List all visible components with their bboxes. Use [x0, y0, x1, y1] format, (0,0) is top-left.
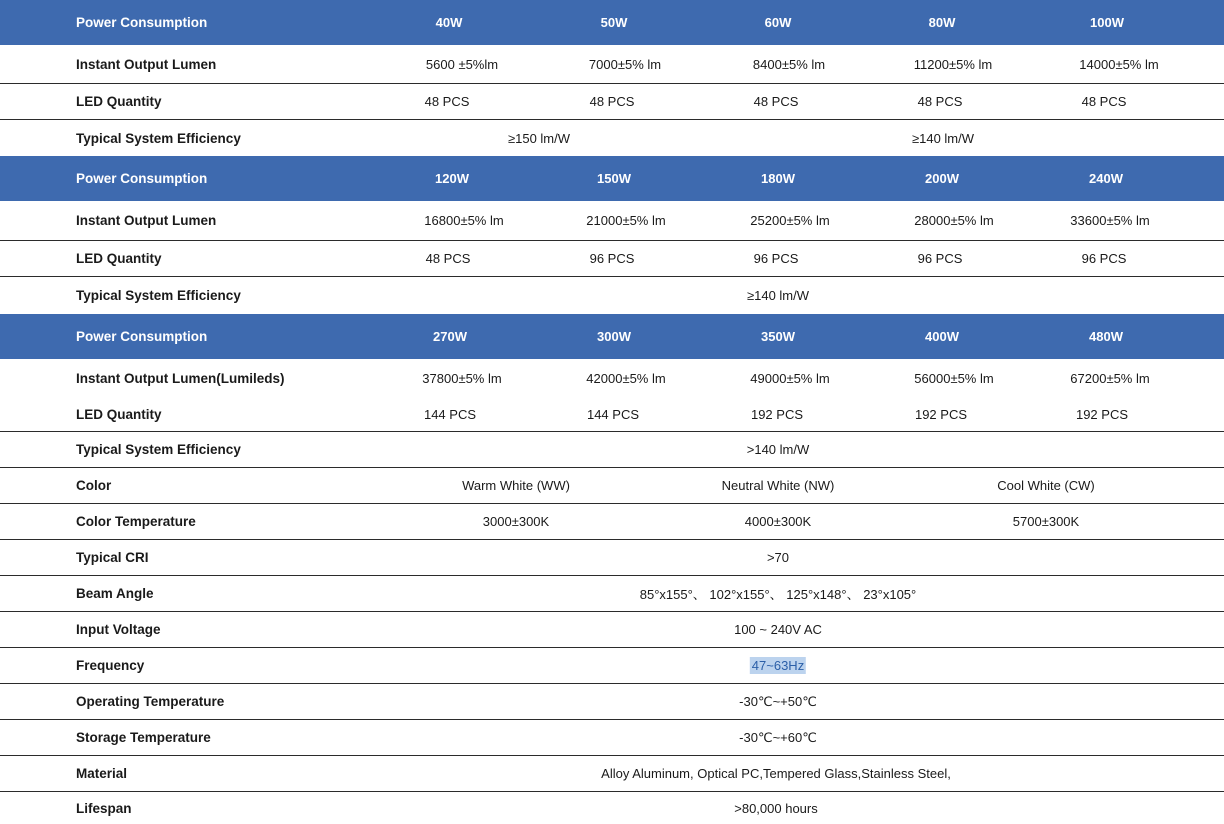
efficiency-row-3 — [0, 432, 1224, 468]
power-value: 40W — [435, 15, 463, 30]
led-value: 48 PCS — [753, 94, 799, 109]
color-value: Neutral White (NW) — [721, 478, 835, 493]
power-value: 350W — [761, 329, 795, 344]
lumen-value: 49000±5% lm — [750, 370, 830, 386]
lumen-value: 37800±5% lm — [422, 370, 502, 386]
row-label: Color — [76, 478, 112, 493]
row-label: Typical CRI — [76, 550, 149, 565]
led-value: 48 PCS — [1081, 94, 1127, 109]
led-row-1 — [0, 84, 1224, 120]
lumen-value: 25200±5% lm — [750, 213, 830, 228]
led-value: 48 PCS — [424, 94, 470, 109]
color-temperature-value: 3000±300K — [482, 514, 550, 529]
power-value: 180W — [761, 171, 795, 186]
header-row-3 — [0, 314, 1224, 359]
storage-temperature-row — [0, 720, 1224, 756]
row-label: Typical System Efficiency — [76, 442, 241, 457]
row-label: LED Quantity — [76, 251, 162, 266]
input-voltage-value: 100 ~ 240V AC — [734, 622, 822, 637]
cri-row — [0, 540, 1224, 576]
frequency-value — [750, 648, 806, 683]
lumen-row-1 — [0, 45, 1224, 84]
color-value: Warm White (WW) — [462, 478, 570, 493]
power-value: 270W — [433, 329, 467, 344]
power-value: 120W — [435, 171, 469, 186]
row-label: Power Consumption — [76, 171, 208, 186]
color-temperature-value: 4000±300K — [744, 514, 812, 529]
row-label: LED Quantity — [76, 406, 162, 422]
led-value: 48 PCS — [917, 94, 963, 109]
beam-angle-row — [0, 576, 1224, 612]
selected-text-highlight[interactable]: 47~63Hz — [751, 658, 805, 673]
efficiency-value: ≥140 lm/W — [746, 288, 810, 303]
led-value: 192 PCS — [1075, 406, 1129, 422]
led-value: 48 PCS — [589, 94, 635, 109]
row-label: Beam Angle — [76, 586, 154, 601]
power-value: 480W — [1089, 329, 1123, 344]
row-label: Storage Temperature — [76, 730, 211, 745]
row-label: Material — [76, 766, 128, 781]
led-value: 96 PCS — [1081, 251, 1127, 266]
header-row-2 — [0, 156, 1224, 201]
color-temperature-value: 5700±300K — [1012, 514, 1080, 529]
lumen-value: 28000±5% lm — [914, 213, 994, 228]
led-value: 192 PCS — [750, 406, 804, 422]
lumen-row-2 — [0, 201, 1224, 241]
material-value: Alloy Aluminum, Optical PC,Tempered Glass,Stainless Steel, — [601, 766, 951, 781]
efficiency-row-1 — [0, 120, 1224, 156]
row-label: Input Voltage — [76, 622, 161, 637]
led-value: 96 PCS — [589, 251, 635, 266]
efficiency-row-2 — [0, 277, 1224, 314]
color-row — [0, 468, 1224, 504]
row-label: Lifespan — [76, 800, 132, 816]
efficiency-value: ≥140 lm/W — [911, 130, 975, 146]
power-value: 240W — [1089, 171, 1123, 186]
efficiency-value: ≥150 lm/W — [507, 130, 571, 146]
material-row — [0, 756, 1224, 792]
color-value: Cool White (CW) — [997, 478, 1095, 493]
led-row-3 — [0, 397, 1224, 432]
lumen-value: 14000±5% lm — [1079, 56, 1159, 72]
led-row-2 — [0, 241, 1224, 277]
power-value: 60W — [764, 15, 792, 30]
row-label: Typical System Efficiency — [76, 288, 241, 303]
row-label: Operating Temperature — [76, 694, 225, 709]
lumen-value: 21000±5% lm — [586, 213, 666, 228]
lumen-value: 16800±5% lm — [424, 213, 504, 228]
power-value: 300W — [597, 329, 631, 344]
frequency-row — [0, 648, 1224, 684]
power-value: 80W — [928, 15, 956, 30]
lumen-value: 7000±5% lm — [588, 56, 662, 72]
cri-value: >70 — [766, 550, 790, 565]
storage-temperature-value: -30℃~+60℃ — [739, 729, 817, 745]
row-label: Power Consumption — [76, 15, 208, 30]
lumen-value: 11200±5% lm — [913, 56, 993, 72]
lifespan-row — [0, 792, 1224, 824]
beam-angle-value: 85°x155°、 102°x155°、 125°x148°、 23°x105° — [639, 587, 917, 602]
power-value: 150W — [597, 171, 631, 186]
lumen-value: 8400±5% lm — [752, 56, 826, 72]
power-value: 200W — [925, 171, 959, 186]
led-value: 96 PCS — [753, 251, 799, 266]
row-label: Instant Output Lumen — [76, 56, 217, 72]
power-value: 50W — [600, 15, 628, 30]
row-label: LED Quantity — [76, 94, 162, 109]
lumen-value: 5600 ±5%lm — [425, 56, 499, 72]
operating-temperature-value: -30℃~+50℃ — [739, 693, 817, 709]
lumen-value: 67200±5% lm — [1070, 370, 1150, 386]
lumen-value: 42000±5% lm — [586, 370, 666, 386]
power-value: 100W — [1090, 15, 1124, 30]
row-label: Power Consumption — [76, 329, 208, 344]
led-value: 96 PCS — [917, 251, 963, 266]
power-value: 400W — [925, 329, 959, 344]
lifespan-value: >80,000 hours — [734, 800, 818, 816]
lumen-row-3 — [0, 359, 1224, 397]
led-value: 144 PCS — [586, 406, 640, 422]
row-label: Typical System Efficiency — [76, 130, 241, 146]
lumen-value: 56000±5% lm — [914, 370, 994, 386]
led-value: 192 PCS — [914, 406, 968, 422]
header-row-1 — [0, 0, 1224, 45]
row-label: Color Temperature — [76, 514, 196, 529]
led-value: 144 PCS — [423, 406, 477, 422]
row-label: Instant Output Lumen(Lumileds) — [76, 370, 285, 386]
lumen-value: 33600±5% lm — [1070, 213, 1150, 228]
efficiency-value: >140 lm/W — [746, 442, 810, 457]
row-label: Instant Output Lumen — [76, 213, 217, 228]
row-label: Frequency — [76, 658, 145, 673]
led-value: 48 PCS — [425, 251, 471, 266]
color-temperature-row — [0, 504, 1224, 540]
operating-temperature-row — [0, 684, 1224, 720]
input-voltage-row — [0, 612, 1224, 648]
